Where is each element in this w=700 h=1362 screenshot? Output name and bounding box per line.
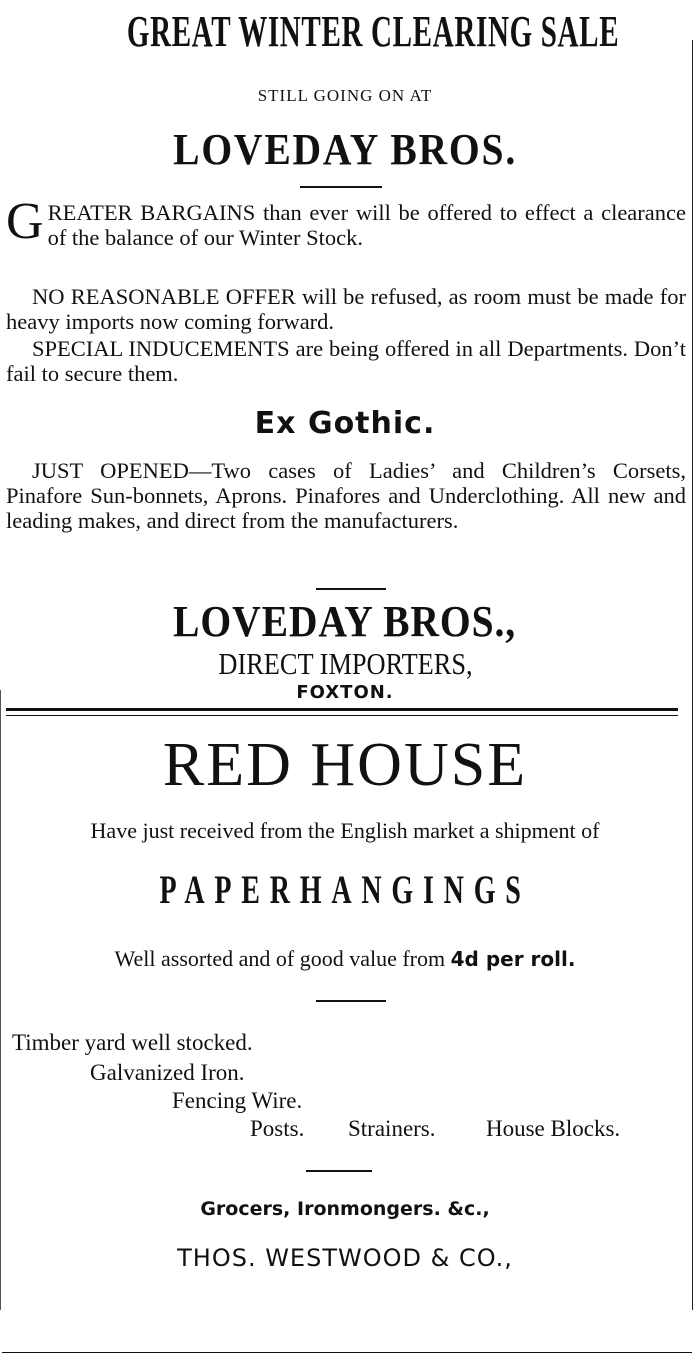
ad1-paragraph-2: NO REASONABLE OFFER will be refused, as room must be made for heavy imports now coming forward. <box>6 284 686 334</box>
ad1-divider-2 <box>316 588 386 590</box>
ad2-item-strainers: Strainers. <box>348 1116 436 1141</box>
ad1-firm-wrap <box>0 124 690 175</box>
ad2-desc <box>0 946 690 972</box>
ad-separator-thin <box>6 715 678 716</box>
ad2-firm: THOS. WESTWOOD & CO., <box>177 1244 513 1272</box>
ad1-paragraph-3: SPECIAL INDUCEMENTS are being offered in all Departments. Don’t fail to secure them. <box>6 336 686 386</box>
ad1-firm2-wrap <box>0 596 690 647</box>
ad1-paragraph-1 <box>6 193 686 250</box>
ad2-headline: RED HOUSE <box>162 731 528 799</box>
ad1-paragraph-1-text: REATER BARGAINS than ever will be offered to effect a clearance of the balance of our Winter Stock. <box>47 200 686 250</box>
ad2-item-iron: Galvanized Iron. <box>90 1060 245 1085</box>
ad1-firm2: LOVEDAY BROS., <box>173 597 517 646</box>
column-rule-right <box>692 40 693 1310</box>
ad1-town: FOXTON. <box>296 682 394 703</box>
ad1-ship-name: Ex Gothic. <box>254 406 436 441</box>
ad2-desc-text: Well assorted and of good value from <box>114 946 446 971</box>
ad2-item-wire: Fencing Wire. <box>172 1088 303 1113</box>
ad2-intro: Have just received from the English market a shipment of <box>90 818 600 843</box>
ad2-item-posts: Posts. <box>250 1116 305 1141</box>
ad1-divider-1 <box>300 186 382 188</box>
ad2-divider-1 <box>316 1000 386 1002</box>
ad1-role: DIRECT IMPORTERS, <box>217 646 473 681</box>
ad2-item-house-blocks: House Blocks. <box>486 1116 621 1141</box>
ad1-drop-cap: G <box>6 193 44 250</box>
ad2-product: PAPERHANGINGS <box>159 867 531 912</box>
ad1-paragraph-4: JUST OPENED—Two cases of Ladies’ and Children’s Corsets, Pinafore Sun-bonnets, Aprons. Pinafores and Underclothing. All new and leading makes, and direct from the manufacturers. <box>6 458 686 533</box>
bottom-rule <box>2 1352 692 1353</box>
ad1-headline: GREAT WINTER CLEARING SALE <box>126 7 620 56</box>
ad2-price: 4d per roll. <box>450 947 576 971</box>
ad-separator-thick <box>6 708 678 711</box>
ad1-headline-wrap <box>0 6 690 57</box>
ad1-role-wrap <box>0 646 690 682</box>
ad2-item-timber: Timber yard well stocked. <box>12 1030 253 1055</box>
ad2-headline-wrap <box>0 730 690 801</box>
ad2-product-wrap <box>0 866 690 913</box>
ad1-firm: LOVEDAY BROS. <box>173 125 517 174</box>
ad1-subline: STILL GOING ON AT <box>257 86 433 105</box>
ad2-divider-2 <box>306 1170 372 1172</box>
ad2-trade: Grocers, Ironmongers. &c., <box>200 1198 490 1220</box>
